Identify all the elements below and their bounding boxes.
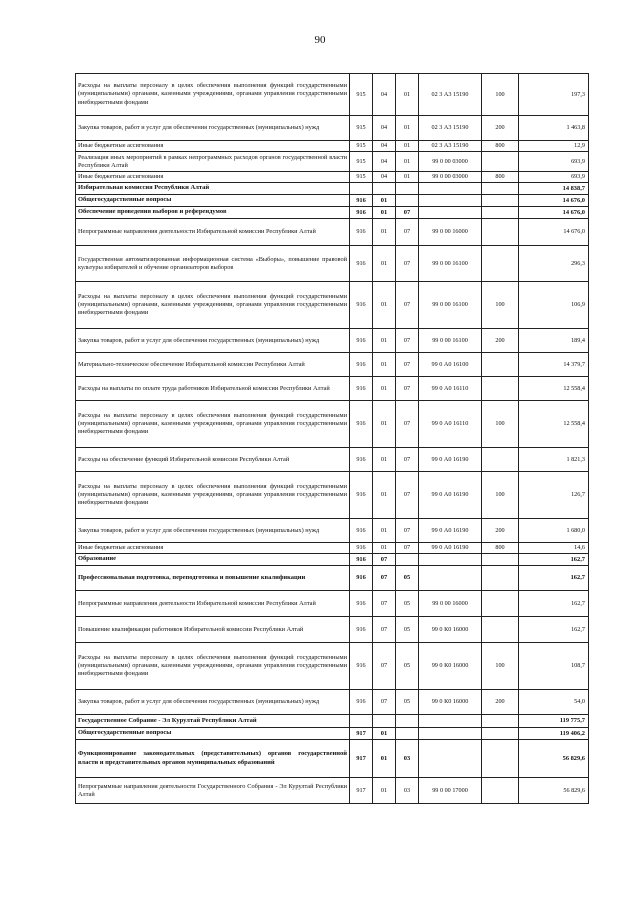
department-code-cell: 915 xyxy=(350,74,373,116)
target-article-code-cell: 99 0 00 03000 xyxy=(419,152,482,172)
expense-type-code-cell xyxy=(482,207,519,219)
department-code-cell: 916 xyxy=(350,554,373,566)
row-name-cell: Иные бюджетные ассигнования xyxy=(76,543,350,554)
row-name-cell: Закупка товаров, работ и услуг для обеспечения государственных (муниципальных) нужд xyxy=(76,329,350,353)
amount-cell: 14 838,7 xyxy=(519,183,589,195)
row-name-cell: Государственная автоматизированная информационная система «Выборы», повышение правовой культуры избирателей и обучение организаторов выборов xyxy=(76,246,350,282)
expense-type-code-cell: 100 xyxy=(482,472,519,519)
subsection-code-cell xyxy=(396,195,419,207)
amount-cell: 296,3 xyxy=(519,246,589,282)
table-row xyxy=(76,183,589,195)
table-row xyxy=(76,282,589,329)
row-name-cell: Закупка товаров, работ и услуг для обеспечения государственных (муниципальных) нужд xyxy=(76,690,350,715)
amount-cell: 14,6 xyxy=(519,543,589,554)
section-code-cell: 01 xyxy=(373,282,396,329)
target-article-code-cell: 02 3 А3 15190 xyxy=(419,116,482,141)
section-code-cell: 01 xyxy=(373,207,396,219)
table-row xyxy=(76,195,589,207)
row-name-cell: Общегосударственные вопросы xyxy=(76,728,350,740)
expense-type-code-cell xyxy=(482,617,519,643)
department-code-cell: 916 xyxy=(350,448,373,472)
row-name-cell: Материально-техническое обеспечение Избирательной комиссии Республики Алтай xyxy=(76,353,350,377)
table-row xyxy=(76,207,589,219)
section-code-cell: 01 xyxy=(373,543,396,554)
section-code-cell: 07 xyxy=(373,690,396,715)
target-article-code-cell: 99 0 00 16000 xyxy=(419,591,482,617)
expense-type-code-cell: 200 xyxy=(482,690,519,715)
department-code-cell: 916 xyxy=(350,472,373,519)
department-code-cell xyxy=(350,715,373,728)
section-code-cell: 07 xyxy=(373,566,396,591)
table-row xyxy=(76,617,589,643)
expense-type-code-cell xyxy=(482,778,519,804)
section-code-cell: 01 xyxy=(373,728,396,740)
row-name-cell: Расходы на выплаты по оплате труда работников Избирательной комиссии Республики Алтай xyxy=(76,377,350,401)
subsection-code-cell: 07 xyxy=(396,472,419,519)
subsection-code-cell: 07 xyxy=(396,246,419,282)
subsection-code-cell: 01 xyxy=(396,141,419,152)
row-name-cell: Закупка товаров, работ и услуг для обеспечения государственных (муниципальных) нужд xyxy=(76,116,350,141)
department-code-cell: 916 xyxy=(350,643,373,690)
department-code-cell xyxy=(350,183,373,195)
subsection-code-cell: 07 xyxy=(396,353,419,377)
subsection-code-cell: 07 xyxy=(396,207,419,219)
amount-cell: 1 821,3 xyxy=(519,448,589,472)
subsection-code-cell: 01 xyxy=(396,116,419,141)
department-code-cell: 916 xyxy=(350,207,373,219)
expense-type-code-cell xyxy=(482,448,519,472)
department-code-cell: 915 xyxy=(350,172,373,183)
table-row xyxy=(76,543,589,554)
expense-type-code-cell xyxy=(482,183,519,195)
expense-type-code-cell xyxy=(482,591,519,617)
target-article-code-cell: 99 0 00 16100 xyxy=(419,282,482,329)
expense-type-code-cell xyxy=(482,728,519,740)
section-code-cell: 01 xyxy=(373,401,396,448)
row-name-cell: Иные бюджетные ассигнования xyxy=(76,141,350,152)
department-code-cell: 917 xyxy=(350,728,373,740)
table-row xyxy=(76,566,589,591)
target-article-code-cell xyxy=(419,740,482,778)
section-code-cell: 01 xyxy=(373,778,396,804)
section-code-cell: 04 xyxy=(373,74,396,116)
target-article-code-cell: 99 0 А0 16110 xyxy=(419,377,482,401)
section-code-cell xyxy=(373,715,396,728)
table-row xyxy=(76,353,589,377)
expense-type-code-cell xyxy=(482,715,519,728)
row-name-cell: Общегосударственные вопросы xyxy=(76,195,350,207)
department-code-cell: 916 xyxy=(350,690,373,715)
row-name-cell: Расходы на выплаты персоналу в целях обеспечения выполнения функций государственными (муниципальными) органами, казенными учреждениями, органами управления государственными внебюджетными фондами xyxy=(76,643,350,690)
table-row xyxy=(76,74,589,116)
subsection-code-cell: 05 xyxy=(396,617,419,643)
target-article-code-cell xyxy=(419,207,482,219)
row-name-cell: Реализация иных мероприятий в рамках непрограммных расходов органов государственной власти Республики Алтай xyxy=(76,152,350,172)
section-code-cell: 01 xyxy=(373,329,396,353)
target-article-code-cell: 02 3 А3 15190 xyxy=(419,141,482,152)
table-row xyxy=(76,472,589,519)
target-article-code-cell: 99 0 00 17000 xyxy=(419,778,482,804)
department-code-cell: 916 xyxy=(350,219,373,246)
amount-cell: 14 379,7 xyxy=(519,353,589,377)
section-code-cell: 04 xyxy=(373,172,396,183)
table-row xyxy=(76,740,589,778)
table-row xyxy=(76,116,589,141)
section-code-cell: 01 xyxy=(373,353,396,377)
subsection-code-cell: 07 xyxy=(396,219,419,246)
department-code-cell: 917 xyxy=(350,740,373,778)
section-code-cell: 01 xyxy=(373,219,396,246)
row-name-cell: Образование xyxy=(76,554,350,566)
target-article-code-cell: 99 0 00 16000 xyxy=(419,219,482,246)
section-code-cell: 04 xyxy=(373,116,396,141)
table-row xyxy=(76,519,589,543)
expense-type-code-cell xyxy=(482,566,519,591)
target-article-code-cell: 99 0 К0 16000 xyxy=(419,643,482,690)
amount-cell: 1 680,0 xyxy=(519,519,589,543)
table-row xyxy=(76,172,589,183)
table-row xyxy=(76,715,589,728)
row-name-cell: Расходы на выплаты персоналу в целях обеспечения выполнения функций государственными (муниципальными) органами, казенными учреждениями, органами управления государственными внебюджетными фондами xyxy=(76,282,350,329)
subsection-code-cell: 03 xyxy=(396,778,419,804)
expense-type-code-cell: 100 xyxy=(482,74,519,116)
section-code-cell: 01 xyxy=(373,195,396,207)
target-article-code-cell: 99 0 К0 16000 xyxy=(419,617,482,643)
subsection-code-cell: 07 xyxy=(396,543,419,554)
table-row xyxy=(76,141,589,152)
target-article-code-cell: 99 0 00 16100 xyxy=(419,329,482,353)
amount-cell: 693,9 xyxy=(519,152,589,172)
table-row xyxy=(76,152,589,172)
row-name-cell: Профессиональная подготовка, переподготовка и повышение квалификации xyxy=(76,566,350,591)
department-code-cell: 915 xyxy=(350,152,373,172)
row-name-cell: Непрограммные направления деятельности Государственного Собрания - Эл Курултай Республики Алтай xyxy=(76,778,350,804)
target-article-code-cell: 99 0 00 16100 xyxy=(419,246,482,282)
department-code-cell: 916 xyxy=(350,195,373,207)
table-row xyxy=(76,401,589,448)
table-row xyxy=(76,728,589,740)
department-code-cell: 916 xyxy=(350,329,373,353)
subsection-code-cell: 05 xyxy=(396,566,419,591)
subsection-code-cell: 01 xyxy=(396,152,419,172)
amount-cell: 126,7 xyxy=(519,472,589,519)
target-article-code-cell xyxy=(419,728,482,740)
subsection-code-cell: 07 xyxy=(396,448,419,472)
expense-type-code-cell: 200 xyxy=(482,329,519,353)
department-code-cell: 916 xyxy=(350,282,373,329)
row-name-cell: Повышение квалификации работников Избирательной комиссии Республики Алтай xyxy=(76,617,350,643)
expense-type-code-cell xyxy=(482,353,519,377)
row-name-cell: Государственное Собрание - Эл Курултай Республики Алтай xyxy=(76,715,350,728)
amount-cell: 108,7 xyxy=(519,643,589,690)
row-name-cell: Расходы на выплаты персоналу в целях обеспечения выполнения функций государственными (муниципальными) органами, казенными учреждениями, органами управления государственными внебюджетными фондами xyxy=(76,74,350,116)
row-name-cell: Расходы на выплаты персоналу в целях обеспечения выполнения функций государственными (муниципальными) органами, казенными учреждениями, органами управления государственными внебюджетными фондами xyxy=(76,472,350,519)
amount-cell: 12 558,4 xyxy=(519,377,589,401)
subsection-code-cell xyxy=(396,554,419,566)
table-row xyxy=(76,329,589,353)
department-code-cell: 915 xyxy=(350,141,373,152)
amount-cell: 189,4 xyxy=(519,329,589,353)
section-code-cell: 07 xyxy=(373,643,396,690)
amount-cell: 162,7 xyxy=(519,554,589,566)
target-article-code-cell xyxy=(419,554,482,566)
table-row xyxy=(76,377,589,401)
section-code-cell: 07 xyxy=(373,554,396,566)
target-article-code-cell: 99 0 А0 16190 xyxy=(419,543,482,554)
department-code-cell: 916 xyxy=(350,519,373,543)
amount-cell: 197,3 xyxy=(519,74,589,116)
amount-cell: 1 463,8 xyxy=(519,116,589,141)
row-name-cell: Обеспечение проведения выборов и референдумов xyxy=(76,207,350,219)
amount-cell: 12 558,4 xyxy=(519,401,589,448)
subsection-code-cell: 05 xyxy=(396,643,419,690)
row-name-cell: Непрограммные направления деятельности Избирательной комиссии Республики Алтай xyxy=(76,219,350,246)
section-code-cell: 01 xyxy=(373,448,396,472)
table-row xyxy=(76,778,589,804)
amount-cell: 162,7 xyxy=(519,617,589,643)
subsection-code-cell: 01 xyxy=(396,172,419,183)
department-code-cell: 916 xyxy=(350,617,373,643)
expense-type-code-cell: 200 xyxy=(482,519,519,543)
section-code-cell: 07 xyxy=(373,617,396,643)
row-name-cell: Расходы на выплаты персоналу в целях обеспечения выполнения функций государственными (муниципальными) органами, казенными учреждениями, органами управления государственными внебюджетными фондами xyxy=(76,401,350,448)
department-code-cell: 915 xyxy=(350,116,373,141)
expense-type-code-cell xyxy=(482,740,519,778)
department-code-cell: 916 xyxy=(350,591,373,617)
row-name-cell: Расходы на обеспечение функций Избирательной комиссии Республики Алтай xyxy=(76,448,350,472)
expense-type-code-cell: 100 xyxy=(482,401,519,448)
subsection-code-cell: 07 xyxy=(396,282,419,329)
amount-cell: 693,9 xyxy=(519,172,589,183)
expense-type-code-cell: 800 xyxy=(482,172,519,183)
budget-table xyxy=(75,73,589,804)
row-name-cell: Функционирование законодательных (представительных) органов государственной власти и представительных органов муниципальных образований xyxy=(76,740,350,778)
target-article-code-cell: 99 0 А0 16190 xyxy=(419,448,482,472)
table-row xyxy=(76,643,589,690)
subsection-code-cell: 07 xyxy=(396,329,419,353)
target-article-code-cell xyxy=(419,715,482,728)
target-article-code-cell: 99 0 А0 16110 xyxy=(419,401,482,448)
section-code-cell: 04 xyxy=(373,152,396,172)
amount-cell: 119 406,2 xyxy=(519,728,589,740)
target-article-code-cell: 99 0 К0 16000 xyxy=(419,690,482,715)
amount-cell: 106,9 xyxy=(519,282,589,329)
subsection-code-cell xyxy=(396,183,419,195)
table-row xyxy=(76,246,589,282)
section-code-cell: 01 xyxy=(373,472,396,519)
expense-type-code-cell xyxy=(482,152,519,172)
amount-cell: 162,7 xyxy=(519,566,589,591)
row-name-cell: Иные бюджетные ассигнования xyxy=(76,172,350,183)
department-code-cell: 917 xyxy=(350,778,373,804)
department-code-cell: 916 xyxy=(350,566,373,591)
table-row xyxy=(76,448,589,472)
target-article-code-cell: 99 0 А0 16190 xyxy=(419,472,482,519)
subsection-code-cell: 07 xyxy=(396,519,419,543)
amount-cell: 14 676,0 xyxy=(519,207,589,219)
target-article-code-cell xyxy=(419,195,482,207)
section-code-cell: 01 xyxy=(373,246,396,282)
department-code-cell: 916 xyxy=(350,401,373,448)
expense-type-code-cell: 100 xyxy=(482,643,519,690)
expense-type-code-cell: 200 xyxy=(482,116,519,141)
amount-cell: 54,0 xyxy=(519,690,589,715)
subsection-code-cell: 01 xyxy=(396,74,419,116)
target-article-code-cell: 02 3 А3 15190 xyxy=(419,74,482,116)
table-row xyxy=(76,591,589,617)
amount-cell: 56 829,6 xyxy=(519,778,589,804)
expense-type-code-cell xyxy=(482,219,519,246)
expense-type-code-cell: 100 xyxy=(482,282,519,329)
amount-cell: 14 676,0 xyxy=(519,219,589,246)
section-code-cell: 07 xyxy=(373,591,396,617)
page-number: 90 xyxy=(314,34,326,46)
section-code-cell: 01 xyxy=(373,377,396,401)
subsection-code-cell: 07 xyxy=(396,401,419,448)
section-code-cell: 04 xyxy=(373,141,396,152)
subsection-code-cell: 03 xyxy=(396,740,419,778)
expense-type-code-cell xyxy=(482,554,519,566)
target-article-code-cell: 99 0 А0 16190 xyxy=(419,519,482,543)
table-row xyxy=(76,554,589,566)
amount-cell: 12,9 xyxy=(519,141,589,152)
subsection-code-cell: 07 xyxy=(396,377,419,401)
expense-type-code-cell xyxy=(482,195,519,207)
expense-type-code-cell xyxy=(482,377,519,401)
target-article-code-cell xyxy=(419,566,482,591)
table-row xyxy=(76,219,589,246)
section-code-cell xyxy=(373,183,396,195)
expense-type-code-cell: 800 xyxy=(482,543,519,554)
department-code-cell: 916 xyxy=(350,543,373,554)
amount-cell: 119 775,7 xyxy=(519,715,589,728)
subsection-code-cell: 05 xyxy=(396,591,419,617)
row-name-cell: Закупка товаров, работ и услуг для обеспечения государственных (муниципальных) нужд xyxy=(76,519,350,543)
amount-cell: 56 829,6 xyxy=(519,740,589,778)
section-code-cell: 01 xyxy=(373,519,396,543)
subsection-code-cell: 05 xyxy=(396,690,419,715)
department-code-cell: 916 xyxy=(350,246,373,282)
subsection-code-cell xyxy=(396,715,419,728)
row-name-cell: Избирательная комиссия Республики Алтай xyxy=(76,183,350,195)
department-code-cell: 916 xyxy=(350,353,373,377)
target-article-code-cell: 99 0 00 03000 xyxy=(419,172,482,183)
section-code-cell: 01 xyxy=(373,740,396,778)
table-row xyxy=(76,690,589,715)
row-name-cell: Непрограммные направления деятельности Избирательной комиссии Республики Алтай xyxy=(76,591,350,617)
amount-cell: 14 676,0 xyxy=(519,195,589,207)
subsection-code-cell xyxy=(396,728,419,740)
target-article-code-cell: 99 0 А0 16100 xyxy=(419,353,482,377)
expense-type-code-cell: 800 xyxy=(482,141,519,152)
expense-type-code-cell xyxy=(482,246,519,282)
target-article-code-cell xyxy=(419,183,482,195)
amount-cell: 162,7 xyxy=(519,591,589,617)
department-code-cell: 916 xyxy=(350,377,373,401)
